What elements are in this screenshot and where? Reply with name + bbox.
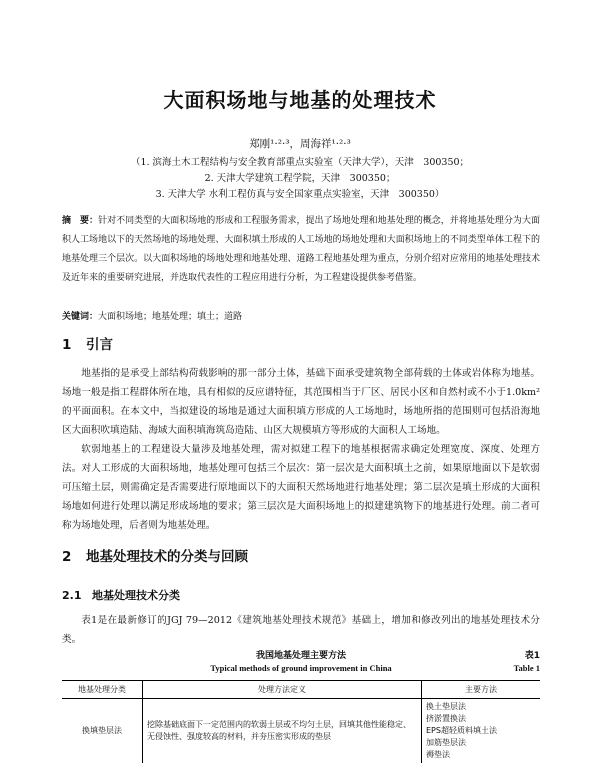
method-item: EPS超轻质料填土法 <box>426 725 536 737</box>
table-1-title-zh: 我国地基处理主要方法 <box>62 648 540 661</box>
section-1-title: 引言 <box>86 337 113 353</box>
table-1 <box>62 680 540 763</box>
section-2-1-heading <box>62 587 180 603</box>
section-1-paragraph-1: 地基指的是承受上部结构荷载影响的那一部分土体，基础下面承受建筑物全部荷载的土体或岩体称为地基。场地一般是指工程群体所在地，具有相似的反应谱特征，其范围相当于厂区、居民小区和自然村或不小于1.0km²的平面面积。在本文中，当拟建设的场地是通过大面积填方形成的人工场地时，场地所指的范围则可包括沿海地区大面积吹填造陆、海域大面积填海筑岛造陆、山区大规模填方等形成的大面积人工场地。 <box>62 364 540 440</box>
keywords <box>62 309 242 322</box>
authors: 郑刚¹·²·³，周海祥¹·²·³ <box>0 136 600 151</box>
abstract-label: 摘 要： <box>62 216 98 226</box>
paper-title: 大面积场地与地基的处理技术 <box>0 84 600 113</box>
table-cell-category: 换填垫层法 <box>62 699 143 763</box>
section-1-heading <box>62 333 113 353</box>
method-item: 换土垫层法 <box>426 701 536 713</box>
table-cell-definition: 挖除基础底面下一定范围内的软弱土层或不均匀土层，回填其他性能稳定、无侵蚀性、强度较高的材料，并夯压密实形成的垫层 <box>143 699 422 763</box>
keywords-text: 大面积场地；地基处理；填土；道路 <box>98 312 242 322</box>
method-item: 褥垫法 <box>426 749 536 761</box>
section-1-number: 1 <box>62 337 86 353</box>
affiliation-3: 3. 天津大学 水利工程仿真与安全国家重点实验室，天津 300350） <box>0 186 600 200</box>
section-2-1-paragraph: 表1是在最新修订的JGJ 79—2012《建筑地基处理技术规范》基础上，增加和修改列出的地基处理技术分类。 <box>62 611 540 649</box>
abstract-text: 针对不同类型的大面积场地的形成和工程服务需求，提出了场地处理和地基处理的概念，并将地基处理分为大面积人工场地以下的天然场地的场地处理、大面积填土形成的人工场地的场地处理和大面积场地上的不同类型单体工程下的地基处理三个层次。以大面积场地的场地处理和地基处理、道路工程地基处理为重点，分别介绍对应常用的地基处理技术及近年来的重要研究进展，并选取代表性的工程应用进行分析，为工程建设提供参考借鉴。 <box>62 216 540 283</box>
table-row <box>62 699 540 763</box>
method-item: 加筋垫层法 <box>426 737 536 749</box>
affiliation-1: （1. 滨海土木工程结构与安全教育部重点实验室（天津大学），天津 300350； <box>0 154 600 168</box>
table-header-methods: 主要方法 <box>422 681 541 699</box>
section-2-number: 2 <box>62 549 86 565</box>
table-header-category: 地基处理分类 <box>62 681 143 699</box>
table-1-label-en: Table 1 <box>514 663 540 673</box>
section-2-heading <box>62 545 248 565</box>
section-2-title: 地基处理技术的分类与回顾 <box>86 549 248 565</box>
table-header-row <box>62 681 540 699</box>
table-header-definition: 处理方法定义 <box>143 681 422 699</box>
affiliation-2: 2. 天津大学建筑工程学院，天津 300350； <box>0 170 600 184</box>
method-item: 挤淤置换法 <box>426 713 536 725</box>
abstract <box>62 212 540 288</box>
section-1-paragraph-2: 软弱地基上的工程建设大量涉及地基处理，需对拟建工程下的地基根据需求确定处理宽度、深度、处理方法。对人工形成的大面积场地，地基处理可包括三个层次：第一层次是大面积填土之前，如果原地面以下是软弱可压缩土层，则需确定是否需要进行原地面以下的大面积天然场地进行地基处理；第二层次是填土形成的大面积场地如何进行处理以满足形成场地的要求；第三层次是大面积场地上的拟建建筑物下的地基进行处理。前二者可称为场地处理，后者则为地基处理。 <box>62 440 540 535</box>
section-2-1-number: 2.1 <box>62 589 92 602</box>
table-1-label-zh: 表1 <box>525 648 540 661</box>
table-cell-methods <box>422 699 541 763</box>
table-1-title-en: Typical methods of ground improvement in China <box>62 663 540 673</box>
section-2-1-title: 地基处理技术分类 <box>92 589 180 602</box>
keywords-label: 关键词： <box>62 312 98 322</box>
